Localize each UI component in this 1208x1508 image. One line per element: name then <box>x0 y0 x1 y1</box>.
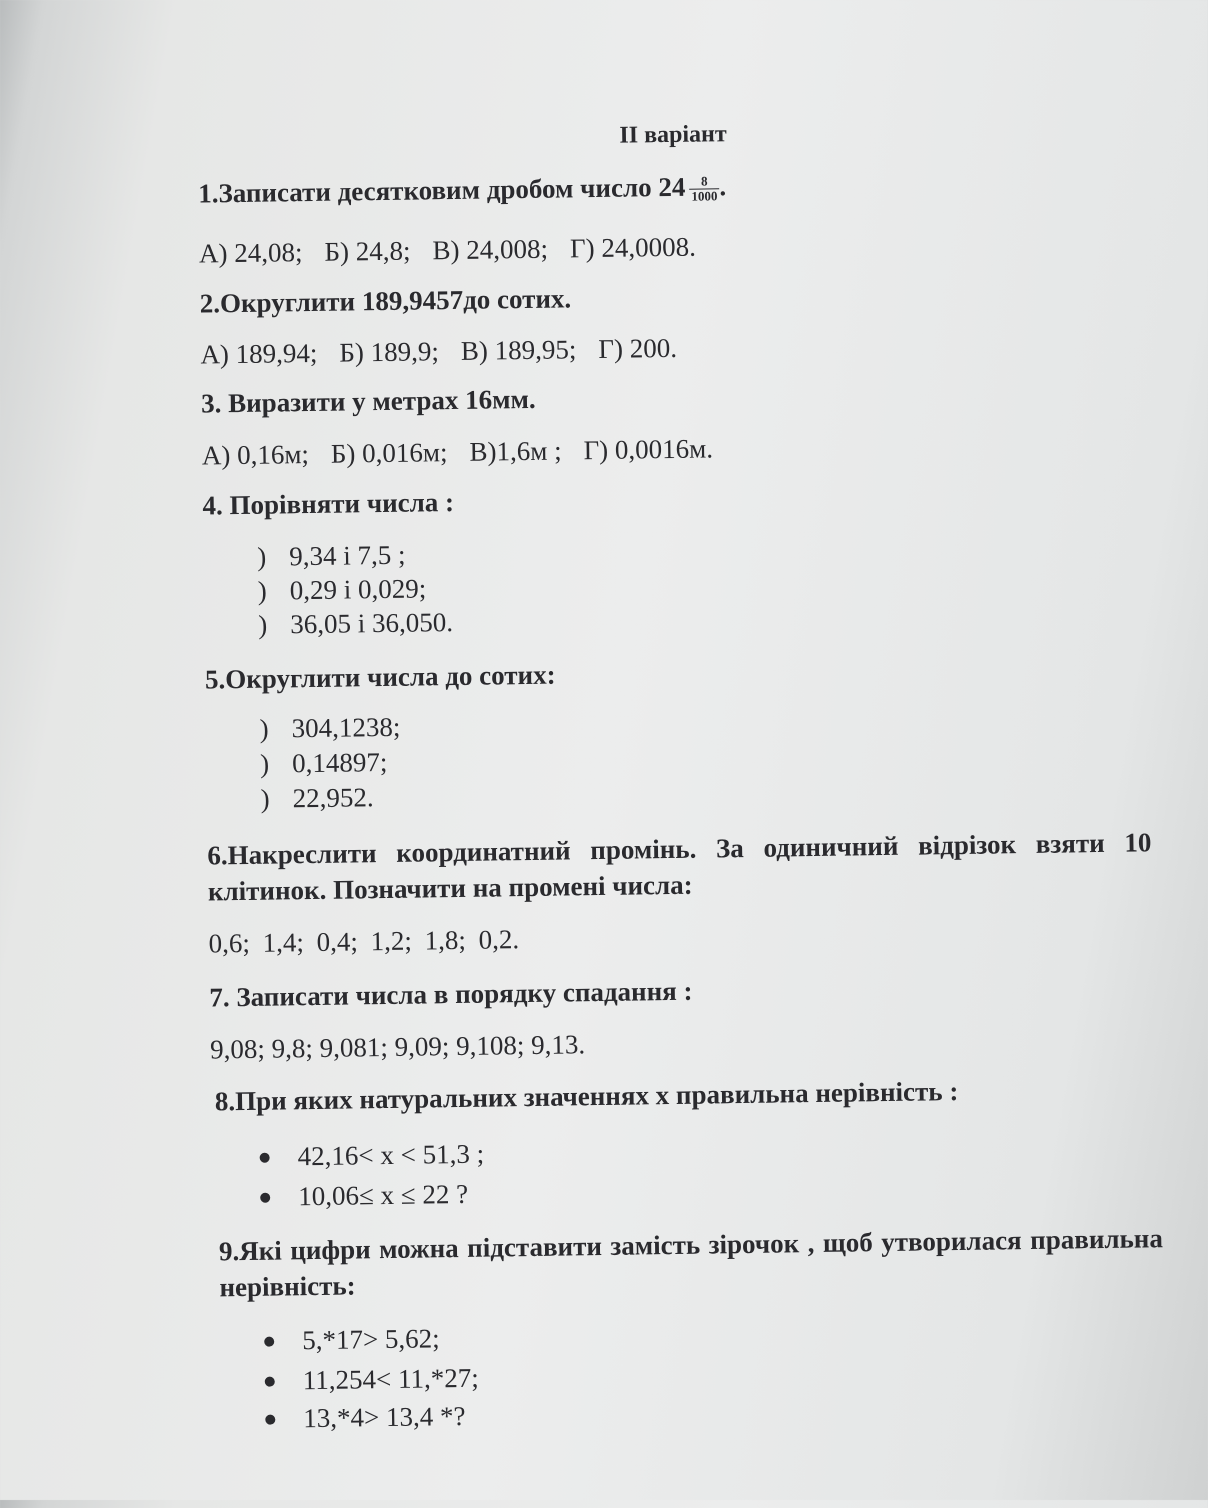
option-a: А) 24,08; <box>198 237 303 269</box>
item-text: 0,14897; <box>291 746 388 779</box>
list-item <box>260 781 373 815</box>
item-text: 11,254< 11,*27; <box>302 1362 479 1396</box>
fraction-denominator: 1000 <box>691 188 718 204</box>
question-1-options <box>199 230 718 269</box>
question-9-line-1: 9.Які цифри можна підставити замість зірочок , щоб утворилася правильна <box>218 1223 1164 1267</box>
bullet-icon <box>260 1152 270 1162</box>
option-c: В) 24,008; <box>432 233 549 266</box>
list-item <box>257 539 406 573</box>
option-c: В) 189,95; <box>460 334 577 366</box>
option-d: Г) 24,0008. <box>569 231 697 264</box>
list-item <box>259 1138 484 1173</box>
option-b: Б) 0,016м; <box>330 437 448 469</box>
question-3-text: 3. Виразити у метрах 16мм. <box>200 383 536 419</box>
question-8-text: 8.При яких натуральних значеннях х правильна нерівність : <box>214 1076 959 1117</box>
question-2-text: 2.Округлити 189,9457до сотих. <box>199 283 572 319</box>
list-item <box>265 1362 479 1397</box>
question-9 <box>219 1220 1164 1305</box>
list-item <box>265 1400 466 1435</box>
list-item <box>260 1178 468 1213</box>
item-marker: ) <box>257 541 267 572</box>
item-text: 13,*4> 13,4 *? <box>303 1400 466 1434</box>
question-2-options <box>200 332 699 371</box>
question-1-end: . <box>719 171 727 202</box>
bullet-icon <box>265 1376 275 1386</box>
bullet-icon <box>265 1414 275 1424</box>
question-1 <box>198 170 726 211</box>
item-text: 0,29 і 0,029; <box>289 573 427 606</box>
question-1-text: 1.Записати десятковим дробом число 24 <box>197 171 686 209</box>
question-6-numbers: 0,6; 1,4; 0,4; 1,2; 1,8; 0,2. <box>208 924 520 959</box>
item-marker: ) <box>259 748 270 779</box>
question-6-line-2: клітинок. Позначити на промені числа: <box>207 869 693 907</box>
list-item <box>259 711 400 745</box>
fraction <box>689 175 719 204</box>
list-item <box>260 746 388 780</box>
question-9-line-2: нерівність: <box>219 1270 356 1303</box>
bullet-icon <box>260 1192 270 1202</box>
item-marker: ) <box>260 783 270 814</box>
item-text: 10,06≤ x ≤ 22 ? <box>297 1178 469 1212</box>
question-3-options <box>202 432 736 471</box>
item-text: 304,1238; <box>291 711 401 744</box>
item-marker: ) <box>259 713 269 744</box>
item-text: 5,*17> 5,62; <box>302 1323 440 1356</box>
item-text: 9,34 і 7,5 ; <box>289 539 406 572</box>
list-item <box>264 1322 440 1356</box>
option-a: А) 0,16м; <box>201 439 310 471</box>
list-item <box>258 606 453 641</box>
item-text: 42,16< x < 51,3 ; <box>297 1138 485 1172</box>
item-text: 22,952. <box>292 782 374 814</box>
option-b: Б) 189,9; <box>339 336 440 368</box>
option-d: Г) 200. <box>598 332 678 364</box>
option-c: В)1,6м ; <box>469 435 562 467</box>
question-6 <box>207 824 1152 909</box>
question-7-text: 7. Записати числа в порядку спадання : <box>209 975 693 1013</box>
list-item <box>258 572 427 606</box>
option-a: А) 189,94; <box>200 337 318 370</box>
question-6-line-1: 6.Накреслити координатний промінь. За одиничний відрізок взяти 10 <box>207 827 1152 871</box>
question-4-text: 4. Порівняти числа : <box>202 487 455 521</box>
question-5-text: 5.Округлити числа до сотих: <box>204 659 556 695</box>
option-b: Б) 24,8; <box>324 235 411 267</box>
option-d: Г) 0,0016м. <box>583 433 714 466</box>
fraction-numerator: 8 <box>689 175 719 190</box>
bullet-icon <box>264 1336 274 1346</box>
item-marker: ) <box>258 609 268 640</box>
question-7-numbers: 9,08; 9,8; 9,081; 9,09; 9,108; 9,13. <box>209 1029 586 1065</box>
item-marker: ) <box>257 575 267 606</box>
variant-title: ІІ варіант <box>619 121 727 149</box>
item-text: 36,05 і 36,050. <box>290 607 454 640</box>
